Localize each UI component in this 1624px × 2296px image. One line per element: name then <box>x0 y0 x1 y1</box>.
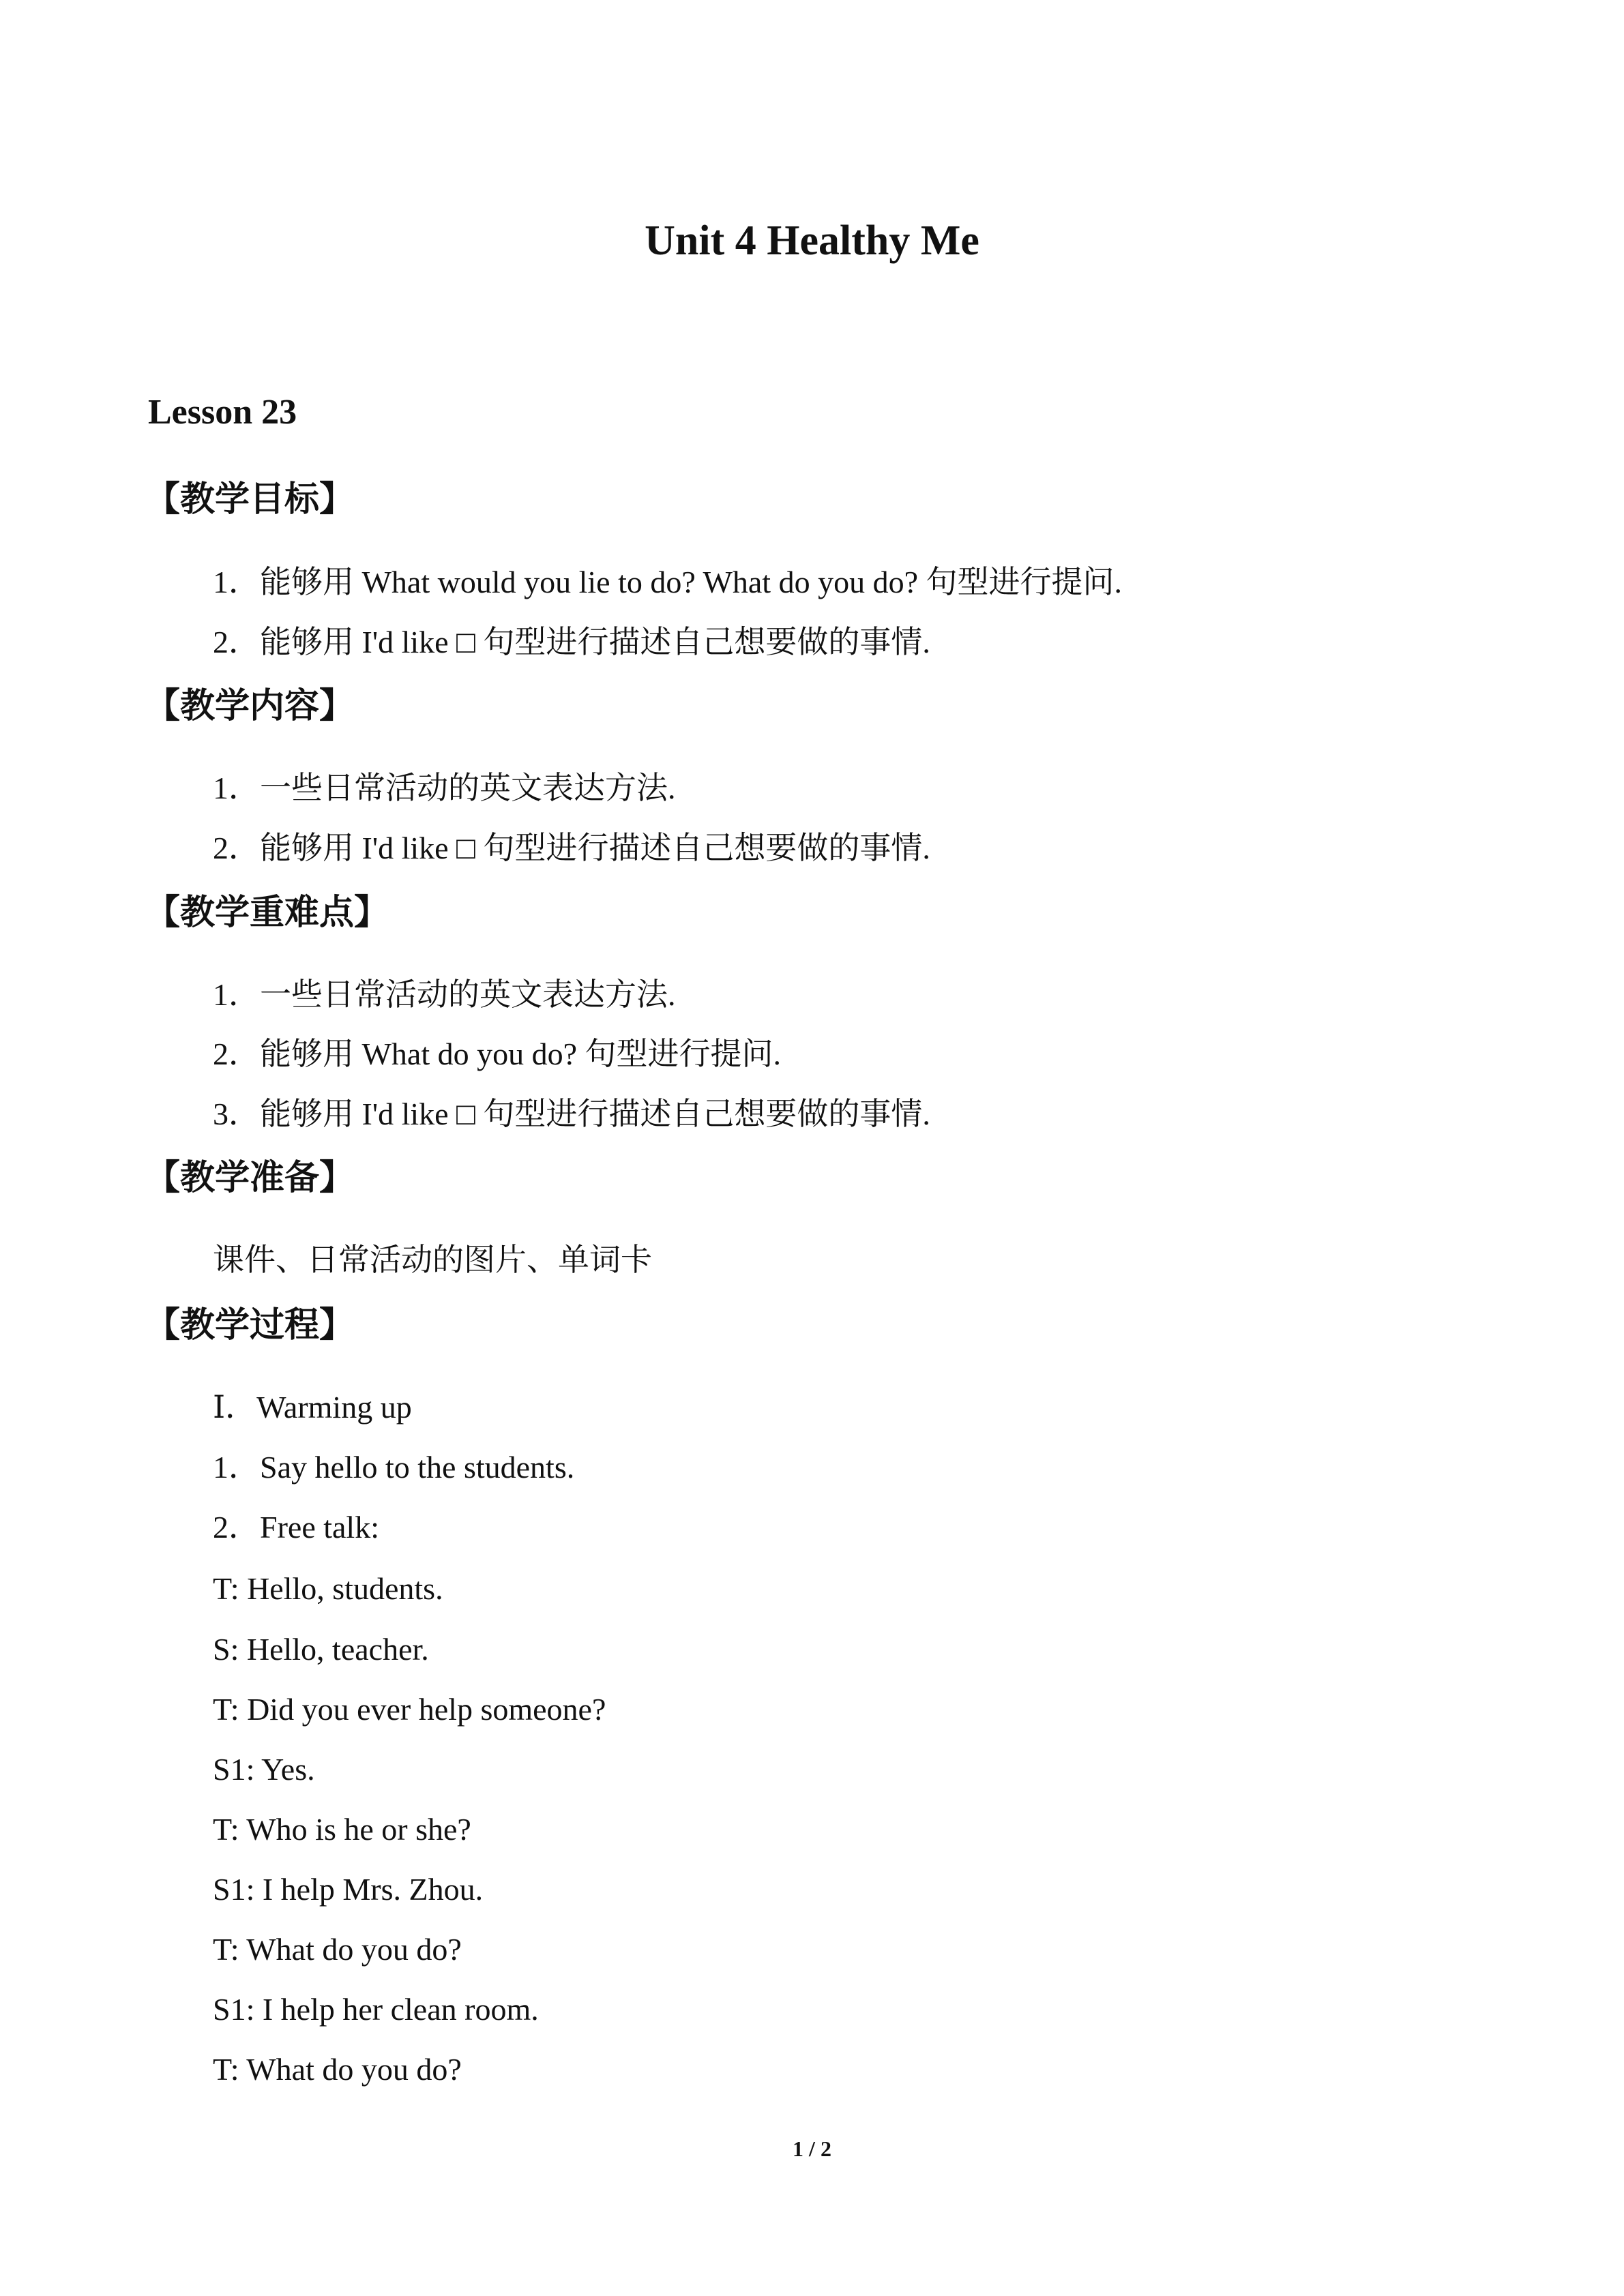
dialogue-line: T: Did you ever help someone? <box>213 1692 606 1727</box>
dialogue-line: S: Hello, teacher. <box>213 1632 429 1667</box>
section-heading-content: 【教学内容】 <box>145 686 355 726</box>
objectives-item: 1．能够用 What would you lie to do? What do you do? 句型进行提问. <box>213 565 1122 599</box>
key-points-item: 3．能够用 I'd like □ 句型进行描述自己想要做的事情. <box>213 1097 930 1131</box>
dialogue-line: T: What do you do? <box>213 2052 462 2087</box>
key-points-item: 1．一些日常活动的英文表达方法. <box>213 977 676 1012</box>
section-heading-objectives: 【教学目标】 <box>145 479 355 520</box>
key-points-item: 2．能够用 What do you do? 句型进行提问. <box>213 1037 782 1071</box>
content-item: 1．一些日常活动的英文表达方法. <box>213 771 676 805</box>
process-item: 1．Say hello to the students. <box>213 1450 575 1485</box>
section-heading-key-points: 【教学重难点】 <box>145 893 389 933</box>
dialogue-line: T: Hello, students. <box>213 1571 443 1606</box>
page-number: 1 / 2 <box>793 2136 831 2161</box>
preparation-item: 课件、日常活动的图片、单词卡 <box>213 1242 652 1277</box>
lesson-label: Lesson 23 <box>148 393 297 432</box>
objectives-item: 2．能够用 I'd like □ 句型进行描述自己想要做的事情. <box>213 625 930 659</box>
dialogue-line: T: Who is he or she? <box>213 1812 471 1847</box>
document-title: Unit 4 Healthy Me <box>645 218 979 264</box>
process-item: Ⅰ．Warming up <box>213 1390 412 1425</box>
section-heading-process: 【教学过程】 <box>145 1305 355 1345</box>
section-heading-preparation: 【教学准备】 <box>145 1158 355 1198</box>
process-item: 2．Free talk: <box>213 1510 379 1545</box>
content-item: 2．能够用 I'd like □ 句型进行描述自己想要做的事情. <box>213 831 930 865</box>
dialogue-line: S1: I help Mrs. Zhou. <box>213 1872 484 1907</box>
dialogue-line: T: What do you do? <box>213 1932 462 1967</box>
dialogue-line: S1: Yes. <box>213 1752 315 1787</box>
dialogue-line: S1: I help her clean room. <box>213 1992 539 2027</box>
